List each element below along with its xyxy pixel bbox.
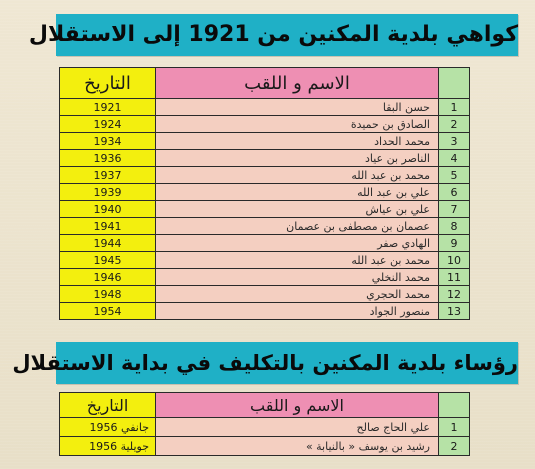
table-row	[60, 235, 470, 252]
date-cell: 1954	[60, 303, 156, 320]
table-row	[60, 167, 470, 184]
number-column-header	[439, 68, 470, 99]
row-number-cell: 11	[439, 269, 470, 286]
row-number-cell: 6	[439, 184, 470, 201]
row-number-cell: 3	[439, 133, 470, 150]
table-header-row	[60, 68, 470, 99]
name-cell: عصمان بن مصطفى بن عصمان	[156, 218, 439, 235]
name-cell: الصادق بن حميدة	[156, 116, 439, 133]
date-cell: 1921	[60, 99, 156, 116]
row-number-cell: 13	[439, 303, 470, 320]
mayors-table	[59, 67, 470, 320]
date-cell: 1946	[60, 269, 156, 286]
interim-presidents-table	[59, 392, 470, 456]
table-row	[60, 218, 470, 235]
date-column-header: التاريخ	[60, 393, 156, 418]
date-cell: 1944	[60, 235, 156, 252]
table-row	[60, 116, 470, 133]
row-number-cell: 10	[439, 252, 470, 269]
name-cell: علي بن عبد الله	[156, 184, 439, 201]
name-column-header: الاسم و اللقب	[156, 393, 439, 418]
row-number-cell: 5	[439, 167, 470, 184]
date-cell: جانفي 1956	[60, 418, 156, 437]
table-row	[60, 269, 470, 286]
name-cell: منصور الجواد	[156, 303, 439, 320]
name-cell: محمد الحجري	[156, 286, 439, 303]
date-cell: جويلية 1956	[60, 437, 156, 456]
title-banner-interim-presidents: رؤساء بلدية المكنين بالتكليف في بداية الاستقلال	[56, 342, 518, 384]
row-number-cell: 9	[439, 235, 470, 252]
table-row	[60, 303, 470, 320]
row-number-cell: 2	[439, 116, 470, 133]
row-number-cell: 12	[439, 286, 470, 303]
title-banner-mayors: كواهي بلدية المكنين من 1921 إلى الاستقلال	[56, 14, 518, 56]
row-number-cell: 1	[439, 99, 470, 116]
row-number-cell: 8	[439, 218, 470, 235]
date-cell: 1936	[60, 150, 156, 167]
date-cell: 1939	[60, 184, 156, 201]
table-row	[60, 418, 470, 437]
row-number-cell: 1	[439, 418, 470, 437]
table-row	[60, 99, 470, 116]
date-cell: 1948	[60, 286, 156, 303]
table-row	[60, 133, 470, 150]
table-row	[60, 286, 470, 303]
name-column-header: الاسم و اللقب	[156, 68, 439, 99]
date-cell: 1924	[60, 116, 156, 133]
name-cell: محمد الحداد	[156, 133, 439, 150]
table-row	[60, 437, 470, 456]
date-cell: 1940	[60, 201, 156, 218]
table-row	[60, 252, 470, 269]
name-cell: رشيد بن يوسف « بالنيابة »	[156, 437, 439, 456]
row-number-cell: 2	[439, 437, 470, 456]
table-row	[60, 150, 470, 167]
name-cell: محمد النخلي	[156, 269, 439, 286]
table-row	[60, 201, 470, 218]
name-cell: حسن البقا	[156, 99, 439, 116]
number-column-header	[439, 393, 470, 418]
name-cell: علي الحاج صالح	[156, 418, 439, 437]
name-cell: الناصر بن عياد	[156, 150, 439, 167]
name-cell: الهادي صفر	[156, 235, 439, 252]
date-column-header: التاريخ	[60, 68, 156, 99]
row-number-cell: 7	[439, 201, 470, 218]
date-cell: 1937	[60, 167, 156, 184]
table-row	[60, 184, 470, 201]
name-cell: محمد بن عبد الله	[156, 167, 439, 184]
name-cell: محمد بن عبد الله	[156, 252, 439, 269]
row-number-cell: 4	[439, 150, 470, 167]
date-cell: 1945	[60, 252, 156, 269]
table-header-row	[60, 393, 470, 418]
date-cell: 1934	[60, 133, 156, 150]
date-cell: 1941	[60, 218, 156, 235]
name-cell: علي بن عياش	[156, 201, 439, 218]
